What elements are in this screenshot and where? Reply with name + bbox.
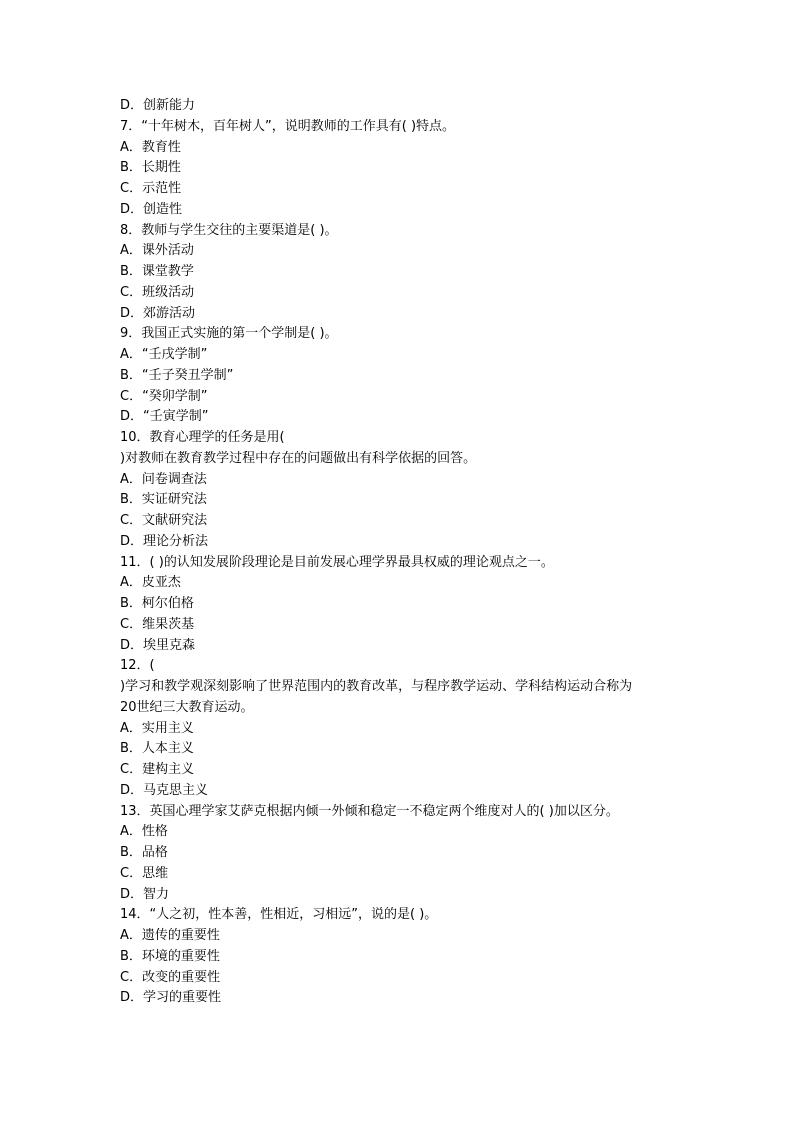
option-b: B．柯尔伯格: [120, 596, 194, 611]
text-line: D．创新能力: [120, 98, 196, 113]
option-c: C．示范性: [120, 181, 182, 196]
option-d: D．理论分析法: [120, 533, 209, 549]
question-12: 12．(: [120, 658, 155, 674]
option-c: C．建构主义: [120, 762, 195, 777]
option-a: A．遗传的重要性: [120, 928, 220, 943]
question-12-continued: 20世纪三大教育运动。: [120, 699, 254, 715]
option-c: C．班级活动: [120, 284, 195, 300]
question-10-continued: )对教师在教育教学过程中存在的问题做出有科学依据的回答。: [120, 450, 477, 466]
option-c: C．改变的重要性: [120, 969, 221, 985]
document-page: [120, 96, 680, 1009]
option-a: A．“壬戌学制”: [120, 347, 208, 362]
option-a: A．性格: [120, 824, 168, 840]
option-d: D．创造性: [120, 201, 183, 217]
option-a: A．皮亚杰: [120, 575, 181, 591]
option-c: C．“癸卯学制”: [120, 388, 208, 404]
option-d: D．郊游活动: [120, 305, 196, 321]
option-a: A．教育性: [120, 139, 181, 155]
option-b: B．“壬子癸丑学制”: [120, 367, 234, 383]
option-b: B．长期性: [120, 160, 181, 176]
option-b: B．人本主义: [120, 741, 194, 757]
question-7: 7．“十年树木，百年树人”，说明教师的工作具有( )特点。: [120, 118, 456, 134]
option-c: C．思维: [120, 865, 169, 881]
question-8: 8．教师与学生交往的主要渠道是( )。: [120, 222, 338, 238]
question-13: 13．英国心理学家艾萨克根据内倾一外倾和稳定一不稳定两个维度对人的( )加以区分。: [120, 803, 619, 819]
option-d: D．马克思主义: [120, 782, 209, 798]
option-a: A．课外活动: [120, 243, 194, 259]
option-d: D．学习的重要性: [120, 990, 222, 1006]
question-10: 10．教育心理学的任务是用(: [120, 430, 285, 445]
question-14: 14．“人之初，性本善，性相近，习相远”，说的是( )。: [120, 907, 438, 923]
option-b: B．课堂教学: [120, 264, 194, 279]
question-12-continued: )学习和教学观深刻影响了世界范围内的教育改革，与程序教学运动、学科结构运动合称为: [120, 679, 633, 694]
option-d: D．“壬寅学制”: [120, 409, 209, 425]
question-9: 9．我国正式实施的第一个学制是( )。: [120, 326, 338, 342]
option-d: D．埃里克森: [120, 637, 196, 653]
option-a: A．实用主义: [120, 720, 194, 736]
question-11: 11．( )的认知发展阶段理论是目前发展心理学界最具权威的理论观点之一。: [120, 554, 554, 570]
option-b: B．环境的重要性: [120, 948, 220, 964]
option-a: A．问卷调查法: [120, 471, 207, 487]
option-b: B．品格: [120, 845, 168, 860]
option-c: C．维果茨基: [120, 616, 195, 632]
option-d: D．智力: [120, 886, 170, 902]
option-c: C．文献研究法: [120, 513, 208, 528]
option-b: B．实证研究法: [120, 492, 207, 508]
